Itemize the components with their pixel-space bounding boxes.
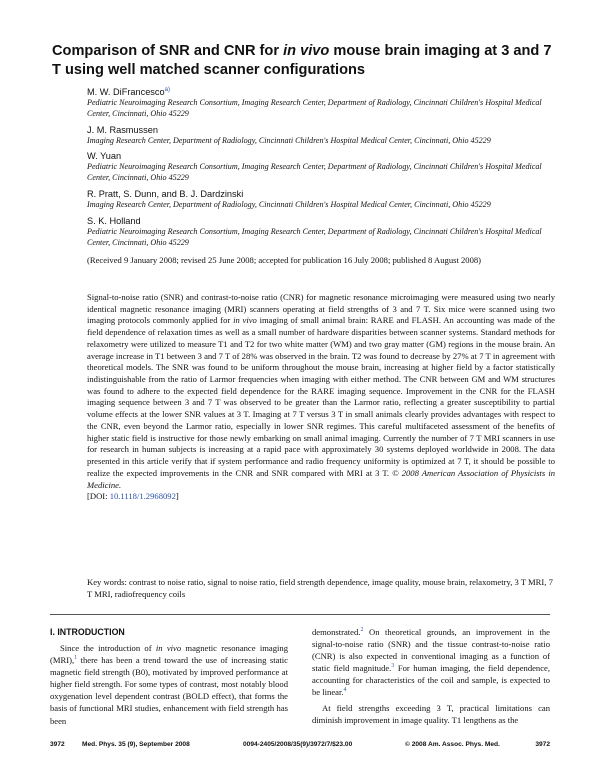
author-affiliation: Pediatric Neuroimaging Research Consortium, Imaging Research Center, Department of Radiology, Cincinnati Children's Hospital Medical Center, Cincinnati, Ohio 45229 — [87, 226, 542, 247]
author-affiliation: Imaging Research Center, Department of Radiology, Cincinnati Children's Hospital Medical Center, Cincinnati, Ohio 45229 — [87, 135, 491, 145]
keywords: Key words: contrast to noise ratio, signal to noise ratio, field strength dependence, image quality, mouse brain, relaxometry, 3 T MRI, 7 T MRI, radiofrequency coils — [87, 577, 553, 599]
author-affiliation: Pediatric Neuroimaging Research Consortium, Imaging Research Center, Department of Radiology, Cincinnati Children's Hospital Medical Center, Cincinnati, Ohio 45229 — [87, 98, 542, 118]
article-code: 0094-2405/2008/35(9)/3972/7/$23.00 — [243, 741, 353, 748]
footer-copyright: © 2008 Am. Assoc. Phys. Med. — [405, 741, 500, 748]
journal-citation: Med. Phys. 35 (9), September 2008 — [82, 741, 190, 748]
body-column-left — [50, 626, 288, 727]
body-paragraph: Since the introduction of in vivo magnetic resonance imaging (MRI),$^1$ there has been a trend toward the use of increasing static magnetic field strength (B0), motivated by improved performance at higher field strength. For some types of contrast, most notably blood oxygenation level dependent contrast (BOLD effect), that forms the basis of functional MRI studies, enhancement with field strength has been — [50, 643, 288, 726]
author-block — [87, 84, 557, 266]
author-entry — [87, 84, 557, 120]
author-name: J. M. Rasmussen — [87, 124, 158, 135]
received-dates: (Received 9 January 2008; revised 25 June 2008; accepted for publication 16 July 2008; published 8 August 2008) — [87, 255, 482, 266]
author-entry — [87, 188, 557, 211]
reference-link[interactable]: 2 — [360, 627, 364, 634]
author-name: M. W. DiFrancesco$^{a)}$ — [87, 87, 170, 98]
author-name: W. Yuan — [87, 151, 122, 162]
author-entry — [87, 215, 557, 249]
copyright-notice: © 2008 American Association of Physicists in Medicine. — [87, 467, 556, 490]
reference-link[interactable]: 3 — [391, 663, 395, 670]
section-divider — [50, 614, 550, 615]
doi-link[interactable]: 10.1118/1.2968092 — [109, 491, 176, 502]
page-number: 3972 — [535, 741, 550, 748]
reference-link[interactable]: 1 — [74, 655, 78, 662]
author-name: S. K. Holland — [87, 215, 141, 226]
reference-link[interactable]: 4 — [343, 687, 347, 694]
body-column-right — [312, 626, 550, 726]
footnote-mark[interactable]: a) — [164, 87, 170, 93]
author-entry — [87, 150, 557, 184]
abstract: Signal-to-noise ratio (SNR) and contrast-to-noise ratio (CNR) for magnetic resonance microimaging were measured using two nearly identical magnetic resonance imaging (MRI) scanners operating at field strengths of 3 and 7 T. Six mice were scanned using two imaging protocols commonly applied for in vivo imaging of small animal brain: RARE and FLASH. An accounting was made of the field dependence of relaxation times as well as a small number of hardware disparities between scanner systems. Standard methods for relaxometry were utilized to measure T1 and T2 for two white matter (WM) and two gray matter (GM) regions in the mouse brain. An average increase in T1 between 3 and 7 T of 28% was observed in the brain. T2 was found to decrease by 27% at 7 T in agreement with theoretical models. The SNR was found to be uniform throughout the mouse brain, increasing at higher field by a factor statistically indistinguishable from the ratio of Larmor frequencies when imaging with either method. The CNR between GM and WM structures was found to adhere to the expected field dependence for the RARE imaging sequence. Improvement in the CNR for the FLASH imaging sequence between 3 and 7 T was observed to be greater than the Larmor ratio, reflecting a greater susceptibility to partial volume effects at the lower SNR values at 3 T. Imaging at 7 T versus 3 T in small animals clearly provides advantages with respect to the CNR, even beyond the Larmor ratio, especially in lower SNR regimes. This careful multifaceted assessment of the benefits of higher static field is instructive for those newly embarking on small animal imaging. Currently the number of 7 T MRI scanners in use for research in human subjects is increasing at a rapid pace with approximately 30 systems deployed worldwide in 2008. The data presented in this article verify that if system performance and radio frequency uniformity is optimized at 7 T, it should be possible to realize the expected improvements in the CNR and SNR compared with MRI at 3 T. © 2008 American Association of Physicists in Medicine. [DOI: 10.1118/1.2968092] — [87, 292, 556, 502]
page-number: 3972 — [50, 741, 65, 748]
author-name: R. Pratt, S. Dunn, and B. J. Dardzinski — [87, 189, 244, 200]
body-paragraph: At field strengths exceeding 3 T, practical limitations can diminish improvement in image quality. T1 lengthens as the — [312, 702, 550, 725]
author-affiliation: Pediatric Neuroimaging Research Consortium, Imaging Research Center, Department of Radiology, Cincinnati Children's Hospital Medical Center, Cincinnati, Ohio 45229 — [87, 162, 542, 183]
body-paragraph: demonstrated.$^2$ On theoretical grounds, an improvement in the signal-to-noise ratio (SNR) and the tissue contrast-to-noise ratio (CNR) is also expected in conventional imaging as a function of static field magnitude.$^3$ For human imaging, the field dependence, accounting for characteristics of the coil and sample, is expected to be linear.$^4$ — [312, 627, 551, 698]
doi-line: [DOI: 10.1118/1.2968092] — [87, 491, 179, 502]
author-entry — [87, 124, 557, 147]
article-title: Comparison of SNR and CNR for in vivo mouse brain imaging at 3 and 7 T using well matched scanner configurations — [52, 43, 552, 78]
section-heading: I. INTRODUCTION — [50, 627, 125, 637]
author-affiliation: Imaging Research Center, Department of Radiology, Cincinnati Children's Hospital Medical Center, Cincinnati, Ohio 45229 — [87, 200, 491, 210]
